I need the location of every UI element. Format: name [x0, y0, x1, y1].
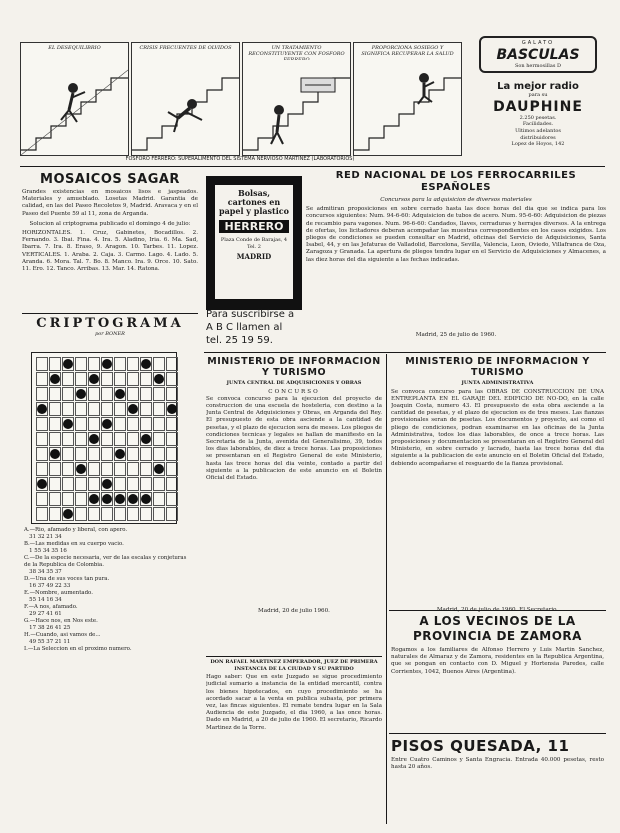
grid-black-dot: [76, 389, 86, 399]
grid-cell: [153, 447, 165, 461]
grid-cell: [127, 447, 139, 461]
divider-line: [206, 656, 382, 657]
grid-cell: [140, 477, 152, 491]
grid-cell: [114, 417, 126, 431]
ad-bolsas-inner: [215, 185, 293, 299]
radio-para: para su: [528, 92, 548, 99]
pisos-body: Entre Cuatro Caminos y Santa Engracia. Entrada 40.000 pesetas, resto hasta 20 años.: [391, 757, 604, 771]
grid-cell: [127, 417, 139, 431]
divider-line: [20, 166, 605, 167]
comic-panel-1: [20, 42, 129, 156]
grid-black-dot: [63, 419, 73, 429]
ad-brand: BASCULAS: [496, 46, 580, 63]
ministerio-right-body: Se convoca concurso para las OBRAS DE CONSTRUCCION DE UNA ENTREPLANTA EN EL GARAJE DEL EDIFICIO DE NO-DO, en la calle Joaquin Costa, numero 43. El presupuesto de esta obra asciende a la cantidad de pesetas, y el plazo de ejecucion es de tres meses. Las fianzas provisionales seran de pesetas. Los documentos y proyecto, asi como el pliego de condiciones, podran examinarse en las oficinas de la Junta Administrativa, todos los dias laborables, de once a trece horas. Las proposiciones y documentacion se presentaran en el Registro General del Ministerio, en sobre cerrado y lacrado, hasta las trece horas del dia siguiente a la publicacion de este anuncio en el Boletin Oficial del Estado, debiendo acompañarse el resguardo de la fianza provisional.: [391, 388, 604, 467]
grid-cell: [36, 492, 48, 506]
ad-bolsas-brand: HERRERO: [219, 220, 289, 233]
grid-cell: [49, 402, 61, 416]
grid-black-dot: [141, 359, 151, 369]
grid-cell: [88, 417, 100, 431]
mosaicos-title: MOSAICOS SAGAR: [40, 172, 180, 187]
grid-cell: [101, 372, 113, 386]
grid-cell: [62, 402, 74, 416]
red-title: RED NACIONAL DE LOS FERROCARRILES ESPAÑOLES: [335, 170, 577, 193]
ad-bolsas: [206, 176, 302, 310]
grid-cell: [62, 387, 74, 401]
criptograma-grid: [31, 352, 177, 524]
grid-black-dot: [102, 479, 112, 489]
grid-cell: [114, 402, 126, 416]
ad-bolsas-line1: Bolsas, cartones en papel y plastico: [219, 188, 289, 216]
criptograma-author: por BONER: [95, 331, 125, 337]
grid-cell: [166, 432, 178, 446]
grid-cell: [140, 462, 152, 476]
grid-cell: [75, 357, 87, 371]
staircase-figure-image: [21, 60, 128, 155]
mosaicos-solution-text: HORIZONTALES. 1. Cruz, Gabinetes, Bocadillos. 2. Fernando. 3. Ibai. Fina. 4. Ira. 5. Aladino, Iria. 6. Ma. Sad, Ibarra. 7. Ira. 8. Eraso, 9. Aragon. 10. Tarbes. 11. Lopez. VERTICALES. 1. Araba. 2. Caja. 3. Carmo. Lago. 4. Lado. 5. Aranda. 6. Mora. Tal. 7. Bo. 8. Manco. Ira. 9. Orce. 10. Sato. 11. Ero. 12. Tanco. Arribas. 13. Mar. 14. Ratona.: [22, 230, 198, 273]
divider-line: [204, 352, 606, 353]
ministerio-left-body: Se convoca concurso para la ejecucion del proyecto de construccion de una escuela de hosteleria, con destino a la Junta Central de Adquisiciones y Obras, en Arganda del Rey. El presupuesto de esta obra asciende a la cantidad de pesetas, y el plazo de ejecucion sera de meses. Los pliegos de condiciones tecnicas y legales se hallan de manifiesto en la Secretaria de la Junta, avenida del Generalisimo, 39, todos los dias laborables, de diez a trece horas. Las proposiciones se presentaran en el Registro General de este Ministerio, hasta las trece horas del dia veinte, contado a partir del siguiente a la publicacion de este anuncio en el Boletin Oficial del Estado.: [206, 395, 382, 482]
radio-brand: DAUPHINE: [493, 98, 583, 115]
comic-panel-2: [131, 42, 240, 156]
grid-cell: [140, 507, 152, 521]
radio-line: Lopez de Hoyos, 142: [511, 141, 565, 148]
grid-cell: [166, 507, 178, 521]
grid-cell: [140, 402, 152, 416]
red-date: Madrid, 25 de julio de 1960.: [415, 332, 497, 339]
grid-cell: [153, 402, 165, 416]
grid-cell: [62, 462, 74, 476]
grid-black-dot: [115, 449, 125, 459]
grid-black-dot: [128, 494, 138, 504]
divider-line: [22, 313, 198, 314]
grid-cell: [140, 372, 152, 386]
grid-cell: [49, 432, 61, 446]
edicto-section: [206, 659, 382, 814]
grid-cell: [127, 372, 139, 386]
ministerio-right-title: MINISTERIO DE INFORMACION Y TURISMO: [405, 356, 590, 378]
grid-black-dot: [76, 464, 86, 474]
grid-cell: [75, 402, 87, 416]
grid-cell: [166, 462, 178, 476]
grid-cell: [75, 417, 87, 431]
ad-bolsas-line2: Plaza Conde de Barajas, 4: [220, 237, 288, 243]
grid-cell: [49, 507, 61, 521]
comic-panel-3: [242, 42, 351, 156]
grid-cell: [75, 432, 87, 446]
grid-cell: [88, 447, 100, 461]
grid-cell: [140, 417, 152, 431]
pisos-title: PISOS QUESADA, 11: [391, 737, 570, 755]
grid-cell: [166, 477, 178, 491]
grid-black-dot: [102, 494, 112, 504]
grid-black-dot: [63, 509, 73, 519]
grid-cell: [166, 387, 178, 401]
grid-black-dot: [50, 374, 60, 384]
red-nacional-section: [306, 170, 606, 339]
red-subtitle: Concursos para la adquisicion de diversos materiales: [380, 197, 532, 203]
grid-cell: [101, 462, 113, 476]
grid-cell: [166, 417, 178, 431]
grid-cell: [114, 507, 126, 521]
grid-cell: [166, 492, 178, 506]
panel-caption: EL DESEQUILIBRIO: [48, 45, 101, 51]
grid-cell: [114, 357, 126, 371]
grid-cell: [75, 477, 87, 491]
red-body: Se admitiran proposiciones en sobre cerrado hasta las doce horas del dia que se indica para los concursos siguientes: Num. 94-6-60: Adquisicion de tubos de acero. Num. 95-6-60: Adquisicion de piezas de recambio para vagones. Num. 96-6-60: Candados, llaves, cerraduras y herrajes diversos. A la entrega de ofertas, los licitadores deberan acompañar las muestras correspondientes en los casos exigidos. Los pliegos de condiciones se pueden consultar en Madrid, oficinas del Servicio de Adquisiciones, Santa Isabel, 44, y en las Jefaturas de Valladolid, Barcelona, Sevilla, Valencia, Leon, Oviedo, Villafranca de Oza, Zaragoza y Granada. La apertura de pliegos tendra lugar en el Servicio de Adquisiciones y Almacenes, a las diez horas del dia siguiente a las fechas indicadas.: [306, 206, 606, 263]
comic-footer: FOSFORO FERRERO: SUPERALIMENTO DEL SISTEMA NERVIOSO MARTINEZ (LABORATORIOS): [125, 156, 355, 162]
grid-black-dot: [141, 434, 151, 444]
grid-cell: [88, 357, 100, 371]
grid-black-dot: [89, 434, 99, 444]
ad-basculas-box: [479, 36, 597, 73]
ministerio-left-section: [206, 356, 382, 615]
grid-cell: [49, 387, 61, 401]
grid-cell: [49, 477, 61, 491]
grid-cell: [88, 402, 100, 416]
edicto-head: DON RAFAEL MARTINEZ EMPERADOR, JUEZ DE PRIMERA INSTANCIA DE LA CIUDAD Y SU PARTIDO: [210, 659, 378, 672]
grid-cell: [153, 387, 165, 401]
grid-black-dot: [115, 494, 125, 504]
grid-cell: [140, 447, 152, 461]
grid-cell: [114, 462, 126, 476]
grid-cell: [62, 477, 74, 491]
grid-cell: [36, 462, 48, 476]
grid-cell: [114, 477, 126, 491]
grid-black-dot: [89, 494, 99, 504]
criptograma-clues: A.—Rio, afamado y liberal, con apero. 31 32 21 34 B.—Las medidas en su cuerpo vacio. 1 55 34 35 16 C.—De la especie necesaria, ver de las escalas y conjeturas de la Republica de Colombia. 38 34 35 37 D.—Una de sus voces tan pura. 16 37 49 22 33 E.—Nombre, aumentado. 55 14 16 34 F.—A nos, afamado. 29 27 41 61 G.—Hace nos, en Nos este. 17 38 26 41 25 H.—Cuando, asi vamos de... 49 55 37 21 11 I.—La Seleccion en el proximo numero.: [24, 527, 187, 652]
grid-black-dot: [37, 479, 47, 489]
ministerio-left-title: MINISTERIO DE INFORMACION Y TURISMO: [207, 356, 381, 378]
grid-cell: [127, 432, 139, 446]
mosaicos-section: [22, 172, 198, 273]
radio-headline: La mejor radio: [497, 81, 579, 93]
grid-cell: [140, 387, 152, 401]
grid-cell: [88, 507, 100, 521]
mosaicos-solution-head: Solucion al criptograma publicado el domingo 4 de julio:: [29, 220, 191, 227]
ad-sub: Son hermosillas D: [514, 62, 562, 69]
grid-cell: [153, 492, 165, 506]
ad-bolsas-line3: MADRID: [236, 252, 272, 262]
grid-cell: [88, 462, 100, 476]
grid-cell: [62, 432, 74, 446]
tonic-box-image: [243, 60, 350, 155]
grid-cell: [49, 462, 61, 476]
vecinos-section: [391, 614, 604, 719]
grid-cell: [153, 357, 165, 371]
grid-cell: [166, 447, 178, 461]
grid-cell: [62, 492, 74, 506]
suscribirse-notice: Para suscribirse a A B C llamen al tel. 25 19 59.: [206, 309, 295, 346]
grid-black-dot: [102, 419, 112, 429]
grid-cell: [153, 432, 165, 446]
grid-cell: [62, 372, 74, 386]
grid-cell: [127, 462, 139, 476]
grid-cell: [153, 417, 165, 431]
criptograma-title: CRIPTOGRAMA: [36, 316, 184, 331]
ad-bolsas-small: Tel. 2: [247, 243, 261, 250]
ministerio-right-subtitle: JUNTA ADMINISTRATIVA: [461, 380, 534, 386]
ministerio-right-section: [391, 356, 604, 614]
grid-cell: [75, 507, 87, 521]
grid-black-dot: [154, 464, 164, 474]
grid-cell: [101, 447, 113, 461]
grid-black-dot: [50, 449, 60, 459]
grid-cell: [127, 507, 139, 521]
comic-panel-4: [353, 42, 462, 156]
grid-cell: [127, 357, 139, 371]
grid-cell: [36, 447, 48, 461]
grid-cell: [114, 372, 126, 386]
radio-line: 2.250 pesetas.: [519, 114, 557, 121]
grid-cell: [101, 432, 113, 446]
grid-cell: [62, 447, 74, 461]
ministerio-left-subtitle: JUNTA CENTRAL DE ADQUISICIONES Y OBRAS: [226, 380, 362, 386]
climbing-figure-image: [354, 60, 461, 155]
radio-line: Facilidades.: [522, 121, 554, 128]
grid-black-dot: [141, 494, 151, 504]
grid-cell: [166, 357, 178, 371]
panel-caption: CRISIS FRECUENTES DE OLVIDOS: [139, 45, 232, 51]
grid-cell: [49, 492, 61, 506]
grid-cell: [127, 477, 139, 491]
grid-cell: [36, 432, 48, 446]
divider-line: [389, 610, 606, 611]
grid-cell: [127, 387, 139, 401]
grid-cell: [101, 507, 113, 521]
grid-cell: [101, 387, 113, 401]
grid-black-dot: [115, 389, 125, 399]
panel-caption: PROPORCIONA SOSIEGO Y SIGNIFICA RECUPERAR LA SALUD: [361, 45, 454, 57]
grid-cell: [36, 387, 48, 401]
ministerio-left-date: Madrid, 20 de julio 1960.: [258, 607, 330, 614]
ad-basculas-radio: [473, 36, 603, 168]
mosaicos-text: Grandes existencias en mosaicos lisos e jaspeados. Materiales y amueblado. Losetas Madrid. Garantia de calidad, en las del Paseo Recoletos 9, Madrid. Aravaca y en el Paseo del Puente 59 al 11, zona de Arganda.: [22, 189, 198, 217]
grid-black-dot: [37, 404, 47, 414]
column-divider: [386, 354, 387, 824]
grid-black-dot: [167, 404, 177, 414]
grid-cell: [114, 432, 126, 446]
grid-black-dot: [63, 359, 73, 369]
grid-cell: [101, 402, 113, 416]
grid-black-dot: [154, 374, 164, 384]
radio-line: distribuidores: [520, 134, 556, 141]
falling-figure-image: [132, 60, 239, 155]
grid-cell: [36, 507, 48, 521]
grid-cell: [88, 387, 100, 401]
ministerio-left-concurso: CONCURSO: [268, 388, 320, 395]
grid-cell: [36, 372, 48, 386]
grid-black-dot: [128, 404, 138, 414]
grid-cell: [88, 477, 100, 491]
pisos-section: [391, 737, 604, 771]
grid-cell: [153, 477, 165, 491]
vecinos-body: Rogamos a los familiares de Alfonso Herrero y Luis Martin Sanchez, naturales de Almaraz y de Zamora, residentes en la Republica Argentina, que se pongan en contacto con D. Miguel y Hortensia Paredes, calle Corrientes, 1042, Buenos Aires (Argentina).: [391, 647, 604, 675]
ad-top-label: GALATO: [521, 40, 555, 46]
grid-cell: [166, 372, 178, 386]
grid-cell: [49, 357, 61, 371]
grid-black-dot: [89, 374, 99, 384]
grid-cell: [36, 417, 48, 431]
grid-cell: [75, 492, 87, 506]
vecinos-title: A LOS VECINOS DE LA PROVINCIA DE ZAMORA: [413, 614, 582, 643]
edicto-body: Hago saber: Que en este Juzgado se sigue procedimiento judicial sumario a instancia de la entidad mercantil, contra los bienes hipotecados, en cuyo procedimiento se ha acordado sacar a la venta en publica subasta, por primera vez, las fincas siguientes. El remate tendra lugar en la Sala Audiencia de este Juzgado, el dia 1960, a las once horas. Dado en Madrid, a 20 de julio de 1960. El secretario, Ricardo Martinez de la Torre.: [206, 674, 382, 731]
grid-cell: [75, 372, 87, 386]
panel-caption: UN TRATAMIENTO RECONSTITUYENTE CON FOSFORO FERRERO: [248, 45, 345, 60]
radio-line: Ultimos adelantos: [515, 127, 561, 134]
grid-black-dot: [102, 359, 112, 369]
grid-cell: [36, 357, 48, 371]
divider-line: [389, 733, 606, 734]
grid-cell: [153, 507, 165, 521]
grid-cell: [75, 447, 87, 461]
grid-cell: [49, 417, 61, 431]
